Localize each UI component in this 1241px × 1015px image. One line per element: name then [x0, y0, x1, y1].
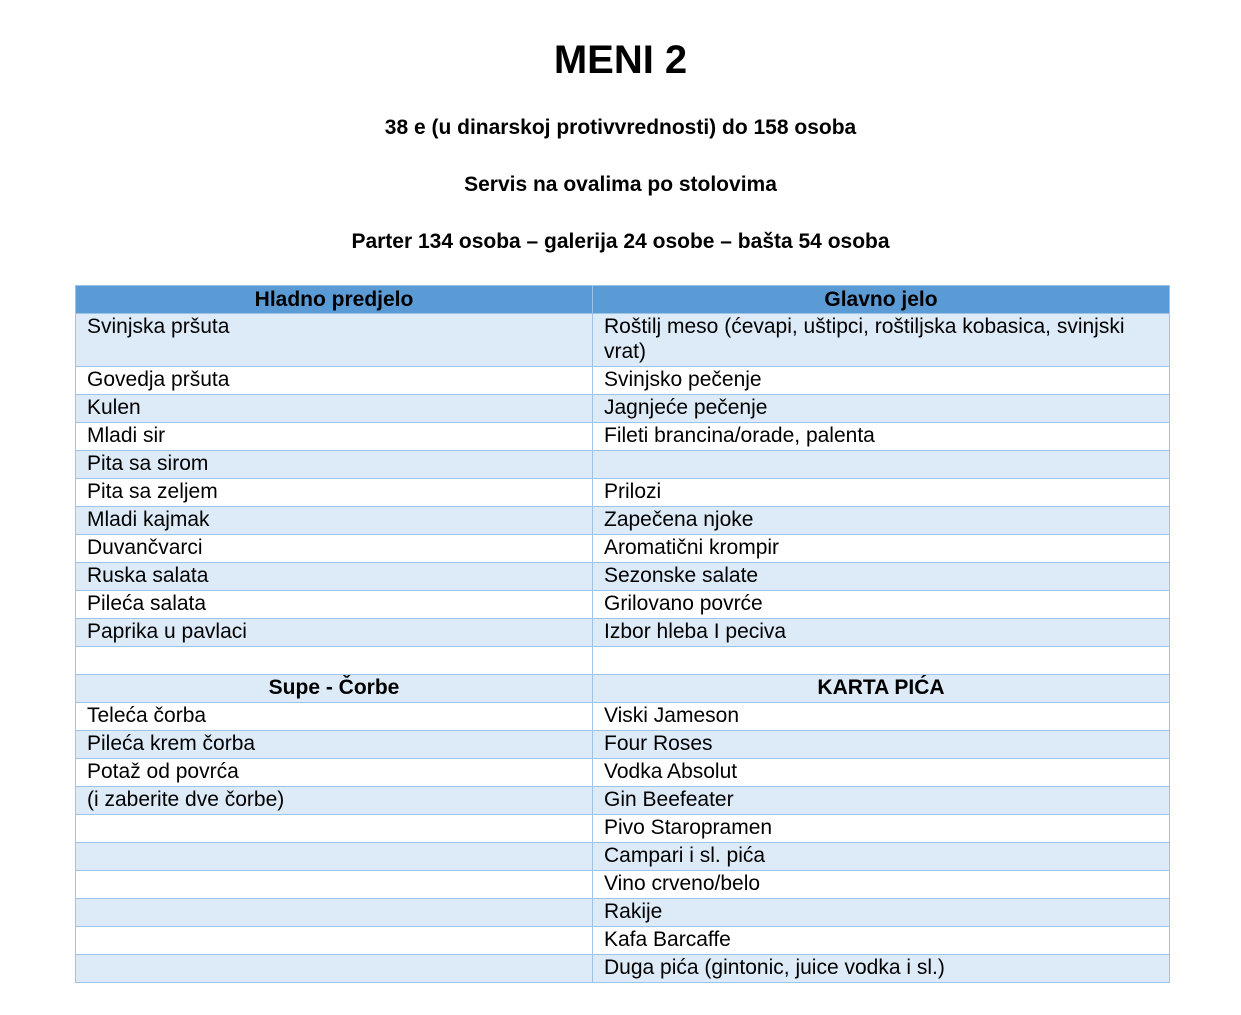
cell-right: Four Roses — [593, 731, 1170, 759]
table-row — [76, 507, 1170, 535]
table-row — [76, 759, 1170, 787]
header-drinks: KARTA PIĆA — [593, 675, 1170, 703]
cell-left: Svinjska pršuta — [76, 314, 593, 367]
table-row — [76, 871, 1170, 899]
cell-left: Pita sa zeljem — [76, 479, 593, 507]
table-row — [76, 451, 1170, 479]
cell-right: Vino crveno/belo — [593, 871, 1170, 899]
cell-left — [76, 871, 593, 899]
cell-left — [76, 927, 593, 955]
cell-right: Aromatični krompir — [593, 535, 1170, 563]
table-row — [76, 367, 1170, 395]
table-row — [76, 591, 1170, 619]
header-cold-appetizers: Hladno predjelo — [76, 286, 593, 314]
table-row — [76, 423, 1170, 451]
table-row — [76, 815, 1170, 843]
cell-left — [76, 843, 593, 871]
cell-left: Potaž od povrća — [76, 759, 593, 787]
cell-left: Kulen — [76, 395, 593, 423]
cell-right — [593, 451, 1170, 479]
table-row — [76, 619, 1170, 647]
service-subtitle: Servis na ovalima po stolovima — [464, 173, 777, 196]
cell-right: Fileti brancina/orade, palenta — [593, 423, 1170, 451]
cell-right: Roštilj meso (ćevapi, uštipci, roštiljska kobasica, svinjski vrat) — [593, 314, 1170, 367]
table-row — [76, 843, 1170, 871]
cell-right: Svinjsko pečenje — [593, 367, 1170, 395]
table-row — [76, 927, 1170, 955]
cell-right: Sezonske salate — [593, 563, 1170, 591]
cell-left: Duvančvarci — [76, 535, 593, 563]
cell-right: Rakije — [593, 899, 1170, 927]
table-row — [76, 479, 1170, 507]
cell-left: Teleća čorba — [76, 703, 593, 731]
cell-right: Vodka Absolut — [593, 759, 1170, 787]
table-row — [76, 899, 1170, 927]
table-row — [76, 731, 1170, 759]
cell-right: Kafa Barcaffe — [593, 927, 1170, 955]
cell-left: Paprika u pavlaci — [76, 619, 593, 647]
cell-right: Gin Beefeater — [593, 787, 1170, 815]
cell-left: Govedja pršuta — [76, 367, 593, 395]
cell-right: Campari i sl. pića — [593, 843, 1170, 871]
cell-left: Ruska salata — [76, 563, 593, 591]
cell-right: Grilovano povrće — [593, 591, 1170, 619]
table-row — [76, 703, 1170, 731]
cell-right — [593, 647, 1170, 675]
cell-left: Pileća salata — [76, 591, 593, 619]
cell-right: Zapečena njoke — [593, 507, 1170, 535]
header-soups: Supe - Čorbe — [76, 675, 593, 703]
menu-table — [75, 285, 1170, 983]
cell-left: Mladi kajmak — [76, 507, 593, 535]
cell-left: (i zaberite dve čorbe) — [76, 787, 593, 815]
cell-left: Pileća krem čorba — [76, 731, 593, 759]
table-row — [76, 647, 1170, 675]
header-main-course: Glavno jelo — [593, 286, 1170, 314]
cell-right: Izbor hleba I peciva — [593, 619, 1170, 647]
cell-right: Prilozi — [593, 479, 1170, 507]
page-title: MENI 2 — [553, 38, 688, 82]
cell-left — [76, 899, 593, 927]
cell-right: Jagnjeće pečenje — [593, 395, 1170, 423]
capacity-subtitle: Parter 134 osoba – galerija 24 osobe – bašta 54 osoba — [351, 230, 890, 253]
cell-left: Pita sa sirom — [76, 451, 593, 479]
cell-left — [76, 647, 593, 675]
table-row — [76, 955, 1170, 983]
section-header-row — [76, 675, 1170, 703]
cell-right: Pivo Staropramen — [593, 815, 1170, 843]
table-row — [76, 535, 1170, 563]
table-row — [76, 787, 1170, 815]
cell-right: Viski Jameson — [593, 703, 1170, 731]
cell-left — [76, 815, 593, 843]
price-subtitle: 38 e (u dinarskoj protivvrednosti) do 158 osoba — [384, 116, 857, 139]
table-header-row — [76, 286, 1170, 314]
cell-right: Duga pića (gintonic, juice vodka i sl.) — [593, 955, 1170, 983]
table-row — [76, 563, 1170, 591]
table-row — [76, 395, 1170, 423]
cell-left — [76, 955, 593, 983]
cell-left: Mladi sir — [76, 423, 593, 451]
table-row — [76, 314, 1170, 367]
